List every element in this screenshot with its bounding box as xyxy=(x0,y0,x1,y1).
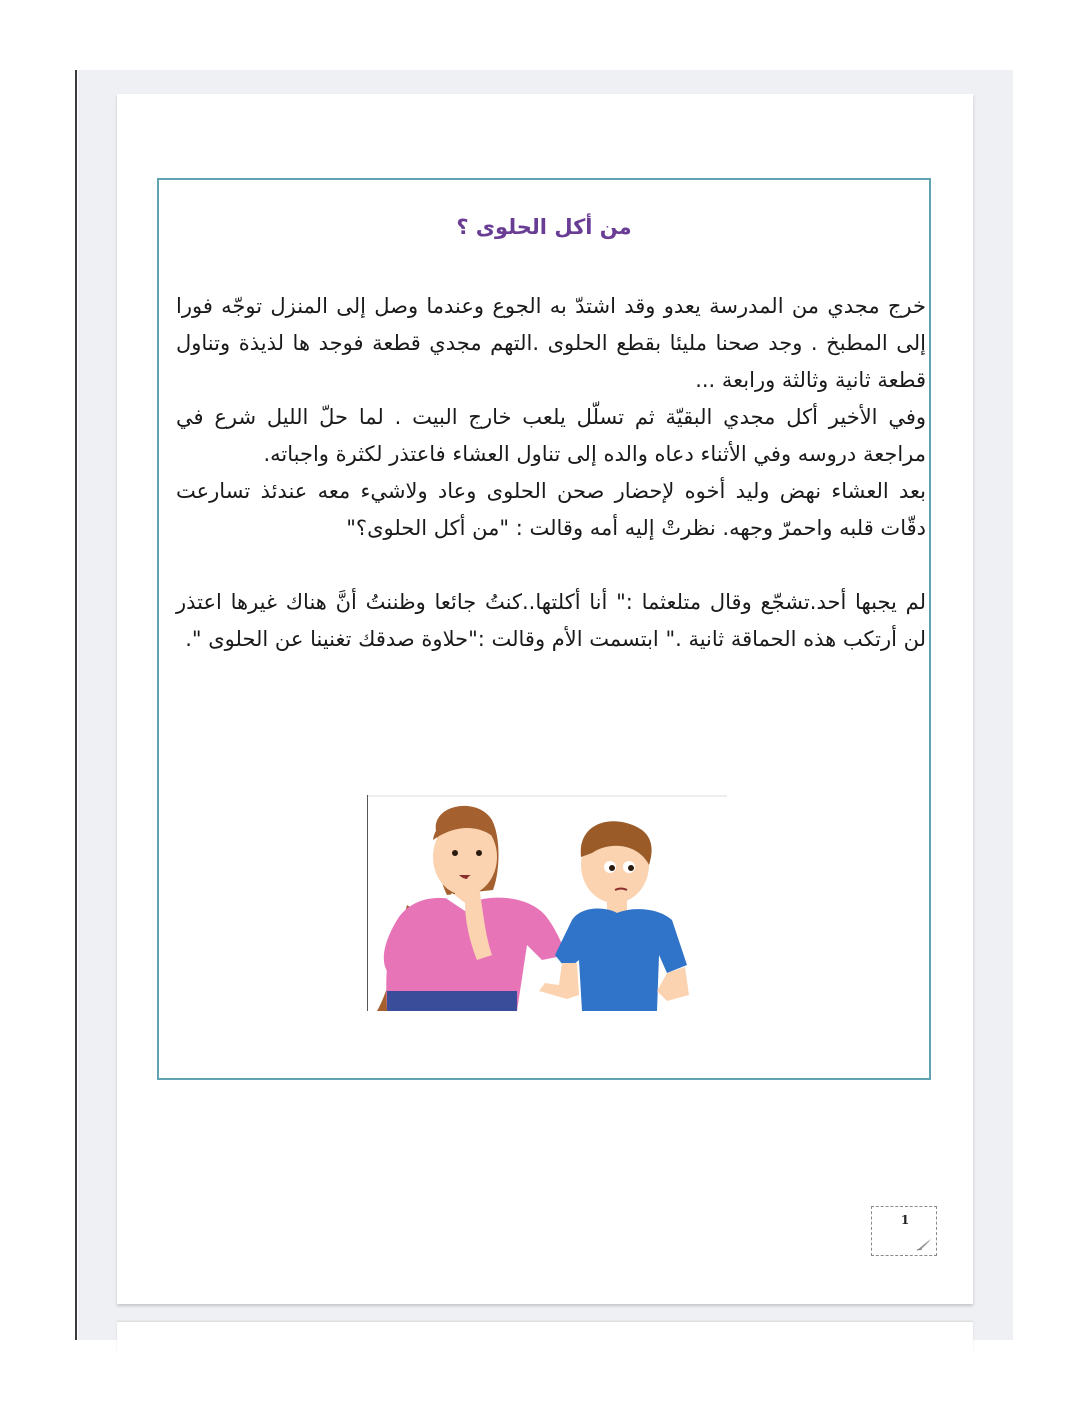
viewer-left-divider xyxy=(75,70,77,1340)
page-number: 1 xyxy=(900,1213,910,1227)
page-number-box xyxy=(871,1206,937,1256)
story-title: من أكل الحلوى ؟ xyxy=(456,215,632,239)
story-body xyxy=(176,288,926,658)
story-paragraph: وفي الأخير أكل مجدي البقيّة ثم تسلّل يلعب خارج البيت . لما حلّ الليل شرع في مراجعة دروسه وفي الأثناء دعاه والده إلى تناول العشاء فاعتذر لكثرة واجباته. xyxy=(176,405,926,466)
story-paragraph: بعد العشاء نهض وليد أخوه لإحضار صحن الحلوى وعاد ولاشيء معه عندئذ تسارعت دقّات قلبه واحمرّ وجهه. نظرتْ إليه أمه وقالت : "من أكل الحلوى؟" xyxy=(176,479,926,540)
mother-and-son-illustration xyxy=(367,795,727,1011)
story-paragraph: خرج مجدي من المدرسة يعدو وقد اشتدّ به الجوع وعندما وصل إلى المنزل توجّه فورا إلى المطبخ . وجد صحنا مليئا بقطع الحلوى .التهم مجدي قطعة فوجد ها لذيذة وتناول قطعة ثانية وثالثة ورابعة ... xyxy=(176,294,926,392)
next-page-edge xyxy=(117,1322,973,1352)
story-paragraph: لم يجبها أحد.تشجّع وقال متلعثما :" أنا أكلتها..كنتُ جائعا وظننتُ أنَّ هناك غيرها اعتذر لن أرتكب هذه الحماقة ثانية ." ابتسمت الأم وقالت :"حلاوة صدقك تغنينا عن الحلوى ". xyxy=(176,590,926,651)
page-curl-icon xyxy=(916,1237,932,1251)
